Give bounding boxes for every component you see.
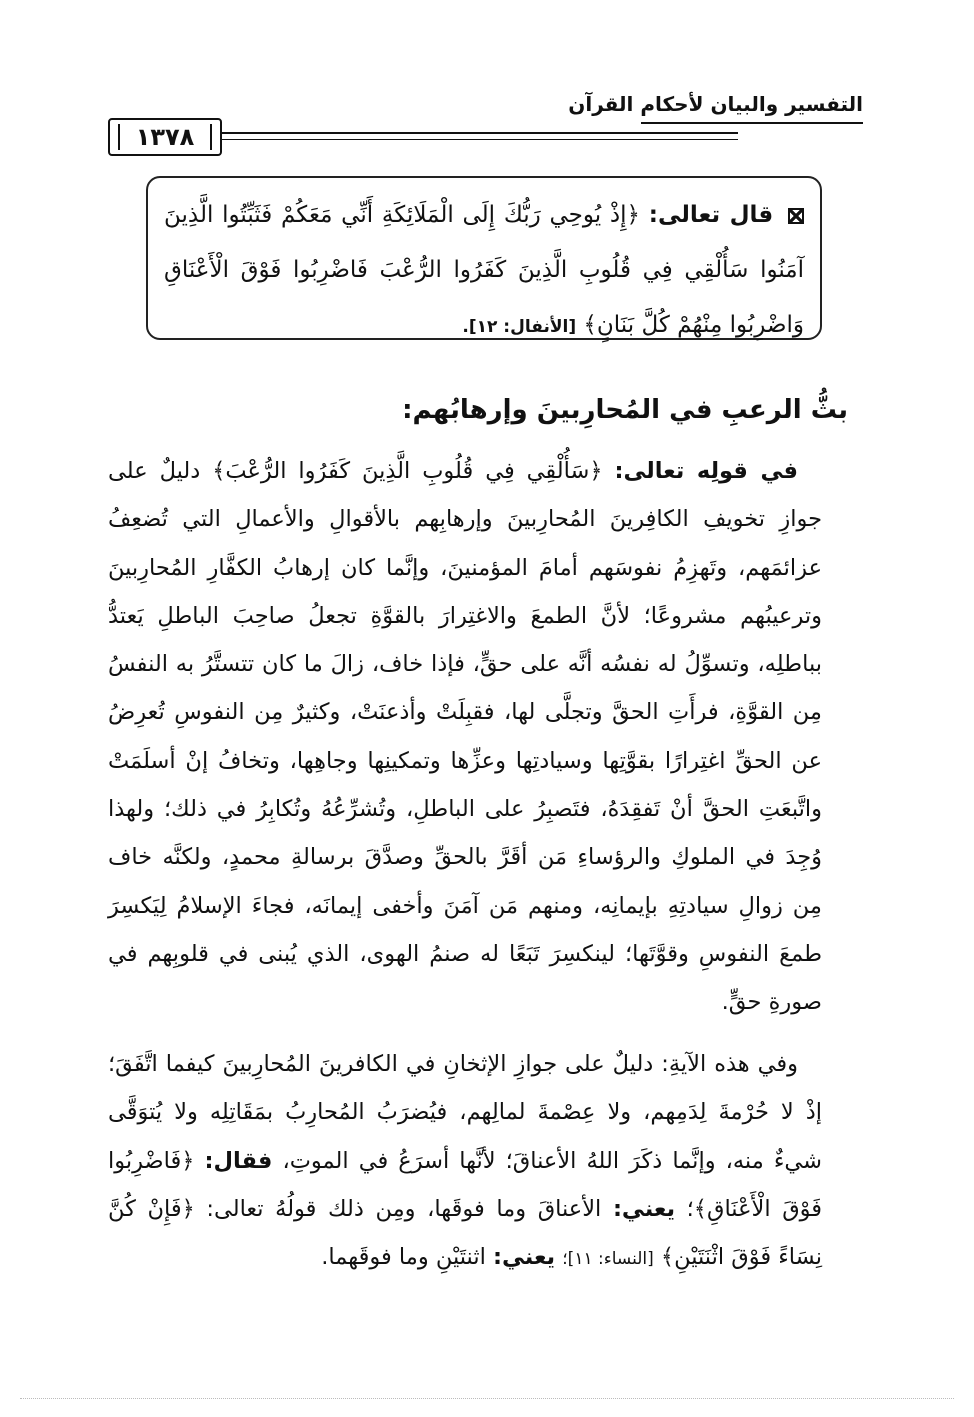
page-number: ١٣٧٨ [108, 118, 222, 156]
para2-yani-2: يعني: [493, 1244, 556, 1271]
para2-quote-1: ﴿فَاضْرِبُوا فَوْقَ الْأَعْنَاقِ﴾؛ [108, 1147, 823, 1222]
para2-text-c: اثنتَيْنِ وما فوقَهما. [321, 1244, 486, 1271]
header-rule [641, 122, 863, 124]
verse-reference: [الأنفال: ١٢]. [462, 317, 577, 337]
para2-reference: [النساء: ١١]؛ [562, 1249, 654, 1270]
ornament-icon [788, 208, 804, 224]
scan-edge-line [20, 1398, 954, 1399]
page-header [108, 88, 863, 158]
para2-quote-2: ﴿فَإِنْ كُنَّ نِسَاءً فَوْقَ اثْنَتَيْنِ﴾ [108, 1195, 822, 1271]
para1-text: دليلٌ على جوازِ تخويفِ الكافِرينَ المُحارِبينَ وإرهابِهم بالأقوالِ والأعمالِ التي تُضعِفُ عزائمَهم، وتَهزِمُ نفوسَهم أمامَ المؤمنينَ، وإنَّما كان إرهابُ الكفَّارِ المُحارِبينَ وترعيبُهم مشروعًا؛ لأنَّ الطمعَ والاغتِرارَ بالقوَّةِ تجعلُ صاحِبَ الباطلِ يَعتدُّ بباطلِه، وتسوِّلُ له نفسُه أنَّه على حقٍّ، فإذا خاف، زالَ ما كان تتستَّرُ به النفسُ مِن القوَّةِ، فرأَتِ الحقَّ وتجلَّى لها، فقبِلَتْ وأذعنَتْ، وكثيرٌ مِن النفوسِ تُعرِضُ عن الحقِّ اغتِرارًا بقوَّتِها وسيادتِها وعزِّها وتمكينِها وجاهِها، وتخافُ إنْ أسلَمَتْ واتَّبعَتِ الحقَّ أنْ تَفقِدَهُ، فتَصبِرُ على الباطلِ، وتُشرِّعُهُ وتُكابِرُ في ذلك؛ ولهذا وُجِدَ في الملوكِ والرؤساءِ مَن أقَرَّ بالحقِّ وصدَّقَ برسالةِ محمدٍ، ولكنَّه خاف مِن زوالِ سيادتِهِ بإيمانِه، ومنهم مَن آمَنَ وأخفى إيمانَه، فجاءَ الإسلامُ لِيَكسِرَ طمعَ النفوسِ وقوَّتَها؛ لينكسِرَ تَبَعًا له صنمُ الهوى، الذي يُبنى في قلوبِهم في صورةِ حقٍّ. [108, 458, 822, 1016]
paragraph-2 [108, 1040, 822, 1283]
para2-text-b: الأعناقَ وما فوقَها، ومِن ذلك قولُهُ تعالى: [206, 1195, 602, 1222]
verse-text: ﴿إِذْ يُوحِي رَبُّكَ إِلَى الْمَلَائِكَةِ أَنِّي مَعَكُمْ فَثَبِّتُوا الَّذِينَ آمَنُوا سَأُلْقِي فِي قُلُوبِ الَّذِينَ كَفَرُوا الرُّعْبَ فَاضْرِبُوا فَوْقَ الْأَعْنَاقِ وَاضْرِبُوا مِنْهُمْ كُلَّ بَنَانٍ﴾ [164, 202, 804, 338]
book-title: التفسير والبيان لأحكام القرآن [568, 92, 863, 116]
quran-verse-box [146, 176, 822, 340]
para2-lead: فقال: [204, 1147, 273, 1174]
verse-intro: قال تعالى: [648, 202, 774, 228]
paragraph-1 [108, 447, 822, 1027]
para1-lead: في قولِه تعالى: [614, 458, 798, 484]
para2-yani-1: يعني: [612, 1195, 676, 1222]
section-heading: بثُّ الرعبِ في المُحارِبينَ وإرهابُهم: [402, 395, 848, 425]
para1-quote: ﴿سَأُلْقِي فِي قُلُوبِ الَّذِينَ كَفَرُوا الرُّعْبَ﴾ [212, 458, 603, 484]
para2-text-a: وفي هذه الآيةِ: دليلٌ على جوازِ الإثخانِ في الكافرينَ المُحارِبينَ كيفما اتَّفَقَ؛ إذْ لا حُرْمةَ لِدَمِهم، ولا عِصْمةَ لمالِهم، فيُضرَبُ المُحارِبُ بمَقَاتِلِه ولا يُتوَقَّى شيءٌ منه، وإنَّما ذكَرَ اللهُ الأعناقَ؛ لأنَّها أسرَعُ في الموتِ، [108, 1051, 823, 1174]
